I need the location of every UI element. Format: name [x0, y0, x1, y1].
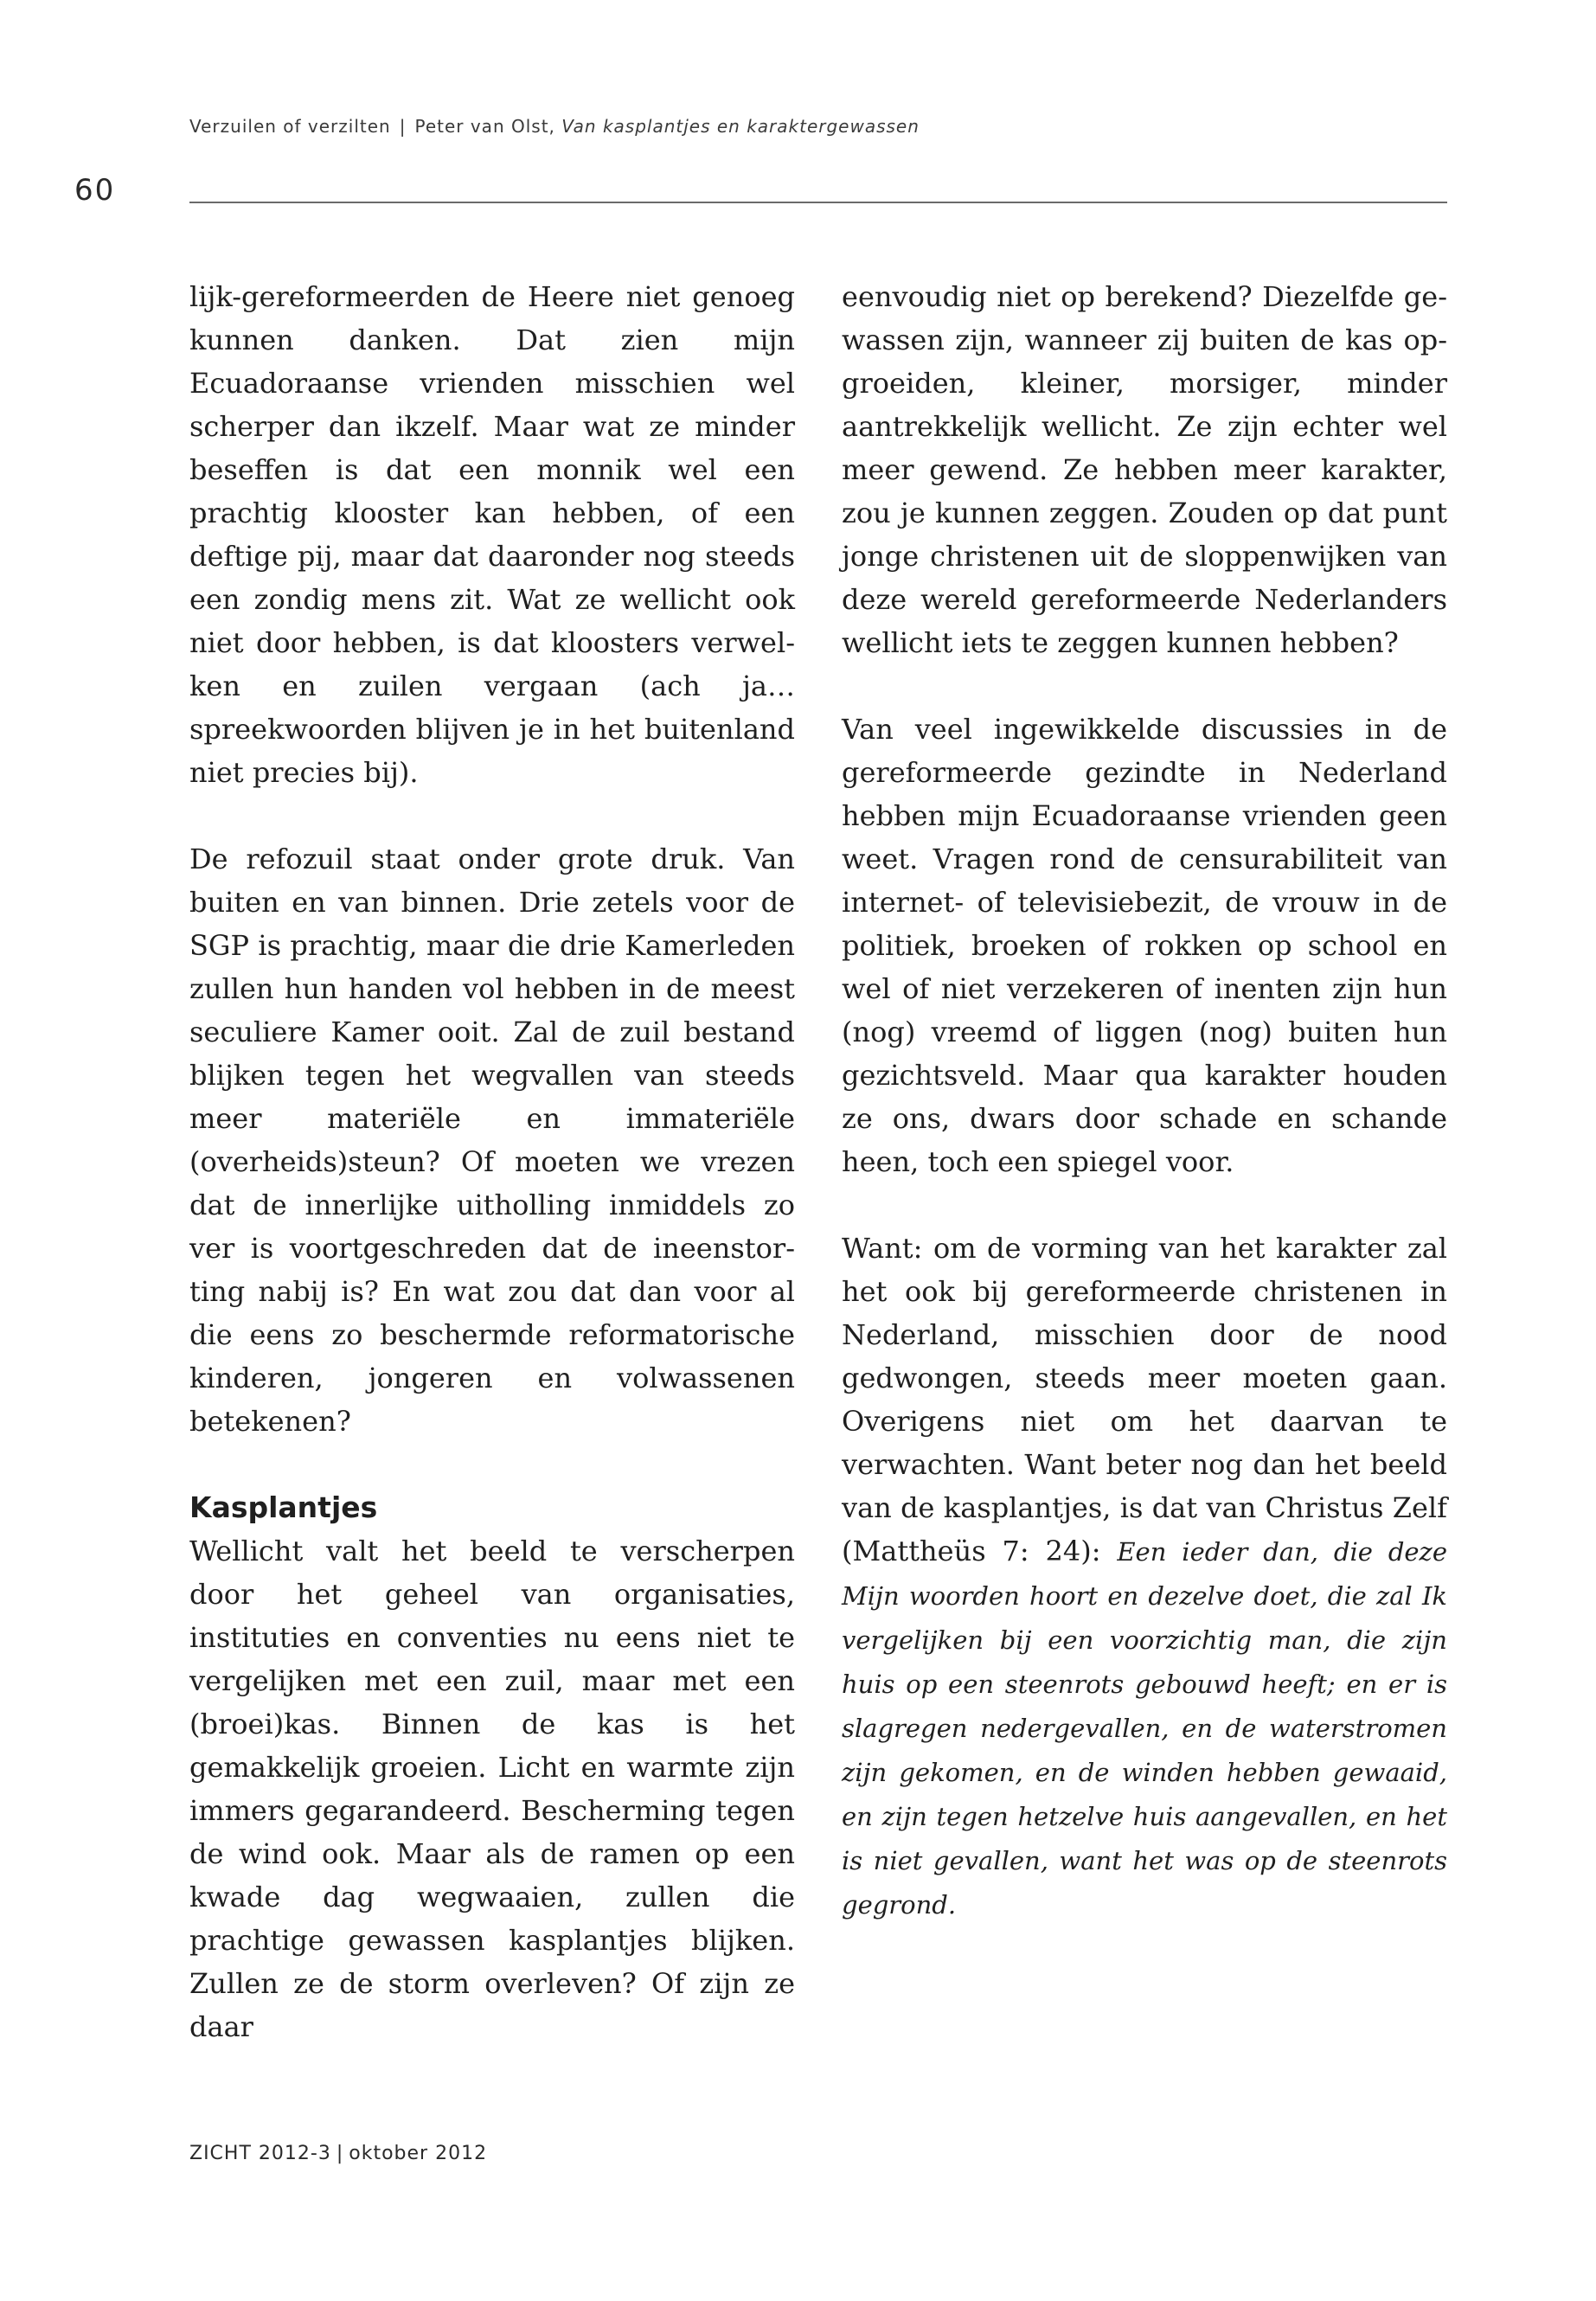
publication-issue: ZICHT 2012-3 — [189, 2143, 331, 2164]
right-paragraph-3 — [842, 1227, 1447, 1926]
right-paragraph-1: eenvoudig niet op berekend? Diezelfde gewassen zijn, wanneer zij buiten de kas opgroeiden, kleiner, morsiger, minder aantrekkelijk wellicht. Ze zijn echter wel meer gewend. Ze hebben meer karakter, zou je kunnen zeggen. Zouden op dat punt jonge christenen uit de sloppenwijken van deze wereld gereformeerde Nederlanders wellicht iets te zeggen kunnen hebben? — [842, 280, 1447, 659]
running-head — [189, 116, 920, 137]
author-name: Peter van Olst, — [414, 116, 555, 137]
subheading: Kasplantjes — [189, 1490, 378, 1524]
left-paragraph-1: lijk-gereformeerden de Heere niet genoeg kunnen danken. Dat zien mijn Ecuadoraanse vrienden misschien wel scherper dan ikzelf. Maar wat ze minder beseffen is dat een monnik wel een prachtig klooster kan hebben, of een deftige pij, maar dat daaronder nog steeds een zondig mens zit. Wat ze wellicht ook niet door hebben, is dat kloosters verwelken en zuilen vergaan (ach ja… spreekwoorden blijven je in het buitenland niet precies bij). — [189, 280, 795, 789]
right-paragraph-3-text: Want: om de vorming van het karakter zal het ook bij gereformeerde christenen in Nederland, misschien door de nood gedwongen, steeds meer moeten gaan. Overigens niet om het daarvan te verwachten. Want beter nog dan het beeld van de kasplantjes, is dat van Christus Zelf (Mattheüs 7: 24): — [842, 1232, 1447, 1567]
page-number: 60 — [74, 173, 116, 208]
article-title: Van kasplantjes en karaktergewassen — [561, 116, 920, 137]
section-title: Verzuilen of verzilten — [189, 116, 391, 137]
left-paragraph-2: De refozuil staat onder grote druk. Van buiten en van binnen. Drie zetels voor de SGP is prachtig, maar die drie Kamerleden zullen hun handen vol hebben in de meest seculiere Kamer ooit. Zal de zuil bestand blijken tegen het wegvallen van steeds meer materiële en immateriële (overheids)steun? Of moeten we vrezen dat de innerlijke uitholling inmiddels zo ver is voortgeschreden dat de ineenstorting nabij is? En wat zou dat dan voor al die eens zo beschermde reformatorische kinderen, jongeren en volwassenen betekenen? — [189, 843, 795, 1438]
bible-quote: Een ieder dan, die deze Mijn woorden hoort en dezelve doet, die zal Ik vergelijken bij een voorzichtig man, die zijn huis op een steenrots gebouwd heeft; en er is slagregen nedergevallen, en de waterstromen zijn gekomen, en de winden hebben gewaaid, en zijn tegen hetzelve huis aangevallen, en het is niet gevallen, want het was op de steenrots gegrond. — [842, 1537, 1448, 1920]
publication-date: oktober 2012 — [349, 2143, 488, 2164]
header-separator: | — [399, 116, 407, 137]
footer — [189, 2143, 487, 2164]
left-column — [189, 275, 795, 2048]
header-rule — [189, 202, 1447, 203]
right-paragraph-2: Van veel ingewikkelde discussies in de gereformeerde gezindte in Nederland hebben mijn Ecuadoraanse vrienden geen weet. Vragen rond de censurabiliteit van internet- of televisiebezit, de vrouw in de politiek, broeken of rokken op school en wel of niet verzekeren of inenten zijn hun (nog) vreemd of liggen (nog) buiten hun gezichtsveld. Maar qua karakter houden ze ons, dwars door schade en schande heen, toch een spiegel voor. — [842, 713, 1447, 1178]
right-column — [842, 275, 1447, 1926]
footer-separator: | — [336, 2143, 344, 2164]
left-paragraph-3: Wellicht valt het beeld te verscherpen door het geheel van organisaties, instituties en conventies nu eens niet te vergelijken met een zuil, maar met een (broei)kas. Binnen de kas is het gemakkelijk groeien. Licht en warmte zijn immers gegarandeerd. Bescherming tegen de wind ook. Maar als de ramen op een kwade dag wegwaaien, zullen die prachtige gewassen kasplantjes blijken. Zullen ze de storm overleven? Of zijn ze daar — [189, 1535, 795, 2043]
